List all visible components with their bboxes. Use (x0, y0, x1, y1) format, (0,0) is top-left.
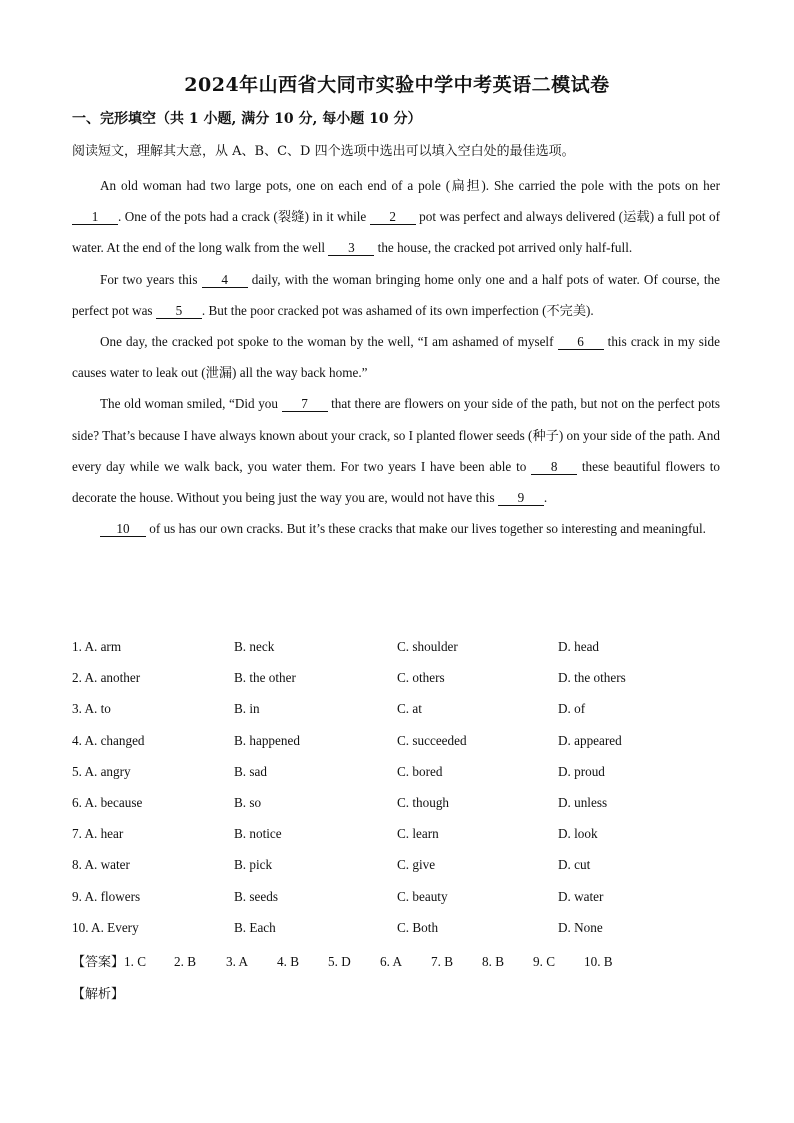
blank-9: 9 (498, 490, 544, 506)
passage-text: . (543, 490, 548, 506)
passage-text: . One of the pots had a crack (裂缝) in it while (118, 209, 370, 225)
blank-8: 8 (531, 459, 577, 475)
option-d: D. None (558, 919, 603, 935)
section-instructions: 阅读短文，理解其大意，从 A、B、C、D 四个选项中选出可以填入空白处的最佳选项。 (72, 144, 575, 159)
answer-item: 6. A (380, 954, 402, 969)
option-row-4 (72, 727, 722, 758)
option-c: C. give (397, 857, 436, 873)
option-c: C. though (397, 794, 450, 810)
option-b: B. neck (234, 639, 275, 654)
option-c: C. beauty (397, 888, 448, 904)
option-b: B. sad (234, 763, 267, 779)
blank-7: 7 (282, 396, 328, 412)
option-c: C. Both (397, 919, 439, 935)
option-b: B. seeds (234, 888, 278, 904)
passage-text: pot was perfect and always delivered (运载) a full pot of water. At the end of the long walk from the well (72, 209, 720, 256)
option-row-2 (72, 664, 722, 695)
option-a: 7. A. hear (72, 826, 124, 842)
option-d: D. appeared (558, 732, 622, 748)
passage-text: The old woman smiled, “Did you (100, 396, 282, 412)
passage-text: this crack in my side causes water to leak out (泄漏) all the way back home.” (72, 334, 720, 381)
cloze-passage (72, 170, 720, 544)
option-d: D. unless (558, 794, 608, 810)
passage-text: that there are flowers on your side of the path, but not on the perfect pots side? That’s because I have always known about your crack, so I planted flower seeds (种子) on your side of the path. And every day while we walk back, you water them. For two years I have been able to (72, 396, 720, 474)
option-row-8 (72, 851, 722, 882)
blank-1: 1 (72, 209, 118, 225)
option-a: 3. A. to (72, 701, 111, 717)
answer-item: 5. D (328, 954, 351, 969)
option-b: B. in (234, 701, 260, 717)
option-a: 1. A. arm (72, 639, 122, 654)
option-row-7 (72, 820, 722, 851)
option-c: C. learn (397, 826, 439, 842)
option-a: 9. A. flowers (72, 888, 141, 904)
option-row-1 (72, 633, 722, 664)
passage-text: daily, with the woman bringing home only one and a half pots of water. Of course, the perfect pot was (72, 271, 720, 318)
blank-3: 3 (328, 240, 374, 256)
passage-text: these beautiful flowers to decorate the house. Without you being just the way you are, would not have this (72, 458, 720, 506)
option-c: C. bored (397, 763, 443, 779)
option-b: B. the other (234, 670, 296, 686)
passage-paragraph-5 (72, 513, 720, 544)
answer-item: 7. B (431, 954, 453, 969)
answer-item: 1. C (124, 954, 146, 969)
answer-item: 2. B (174, 954, 196, 969)
blank-2: 2 (370, 209, 416, 225)
answer-item: 8. B (482, 954, 504, 969)
option-d: D. cut (558, 857, 591, 873)
option-row-3 (72, 695, 722, 726)
passage-paragraph-4 (72, 388, 720, 513)
option-row-5 (72, 758, 722, 789)
blank-4: 4 (202, 272, 248, 288)
option-row-9 (72, 883, 722, 914)
option-c: C. others (397, 670, 445, 686)
answer-item: 9. C (533, 954, 555, 969)
option-row-6 (72, 789, 722, 820)
answer-label: 【答案】 (72, 955, 125, 970)
option-a: 2. A. another (72, 670, 141, 686)
answer-key (72, 951, 613, 970)
passage-paragraph-2 (72, 264, 720, 326)
option-row-10 (72, 914, 722, 945)
passage-text: One day, the cracked pot spoke to the woman by the well, “I am ashamed of myself (100, 334, 558, 350)
answer-item: 3. A (226, 954, 248, 969)
option-d: D. look (558, 826, 598, 842)
blank-6: 6 (558, 334, 604, 350)
option-d: D. head (558, 639, 600, 654)
blank-5: 5 (156, 303, 202, 319)
option-a: 5. A. angry (72, 763, 131, 779)
option-c: C. shoulder (397, 639, 458, 654)
option-d: D. the others (558, 670, 626, 686)
section-heading: 一、完形填空（共 1 小题, 满分 10 分, 每小题 10 分） (72, 111, 422, 127)
option-b: B. pick (234, 857, 273, 873)
option-a: 6. A. because (72, 794, 143, 810)
options-list (72, 633, 722, 945)
option-b: B. happened (234, 732, 300, 748)
option-a: 4. A. changed (72, 732, 145, 748)
passage-paragraph-1 (72, 170, 720, 264)
passage-text: . But the poor cracked pot was ashamed of its own imperfection (不完美). (201, 302, 594, 318)
passage-text: the house, the cracked pot arrived only half-full. (374, 240, 633, 256)
option-a: 8. A. water (72, 857, 130, 873)
exam-title: 2024年山西省大同市实验中学中考英语二模试卷 (184, 74, 610, 96)
passage-text: of us has our own cracks. But it’s these cracks that make our lives together so interesting and meaningful. (146, 521, 706, 537)
option-d: D. of (558, 701, 586, 717)
option-a: 10. A. Every (72, 919, 139, 935)
passage-text: For two years this (100, 271, 202, 287)
option-c: C. succeeded (397, 732, 467, 748)
option-d: D. water (558, 888, 604, 904)
passage-text: An old woman had two large pots, one on each end of a pole (扁担). She carried the pole with the pots on her (100, 178, 720, 193)
answer-item: 4. B (277, 954, 299, 969)
blank-10: 10 (100, 521, 146, 537)
option-b: B. Each (234, 919, 276, 935)
answer-item: 10. B (584, 954, 613, 969)
option-b: B. notice (234, 826, 282, 842)
passage-paragraph-3 (72, 326, 720, 388)
option-d: D. proud (558, 763, 605, 779)
analysis-label: 【解析】 (72, 987, 125, 1002)
option-b: B. so (234, 794, 262, 810)
option-c: C. at (397, 701, 422, 717)
